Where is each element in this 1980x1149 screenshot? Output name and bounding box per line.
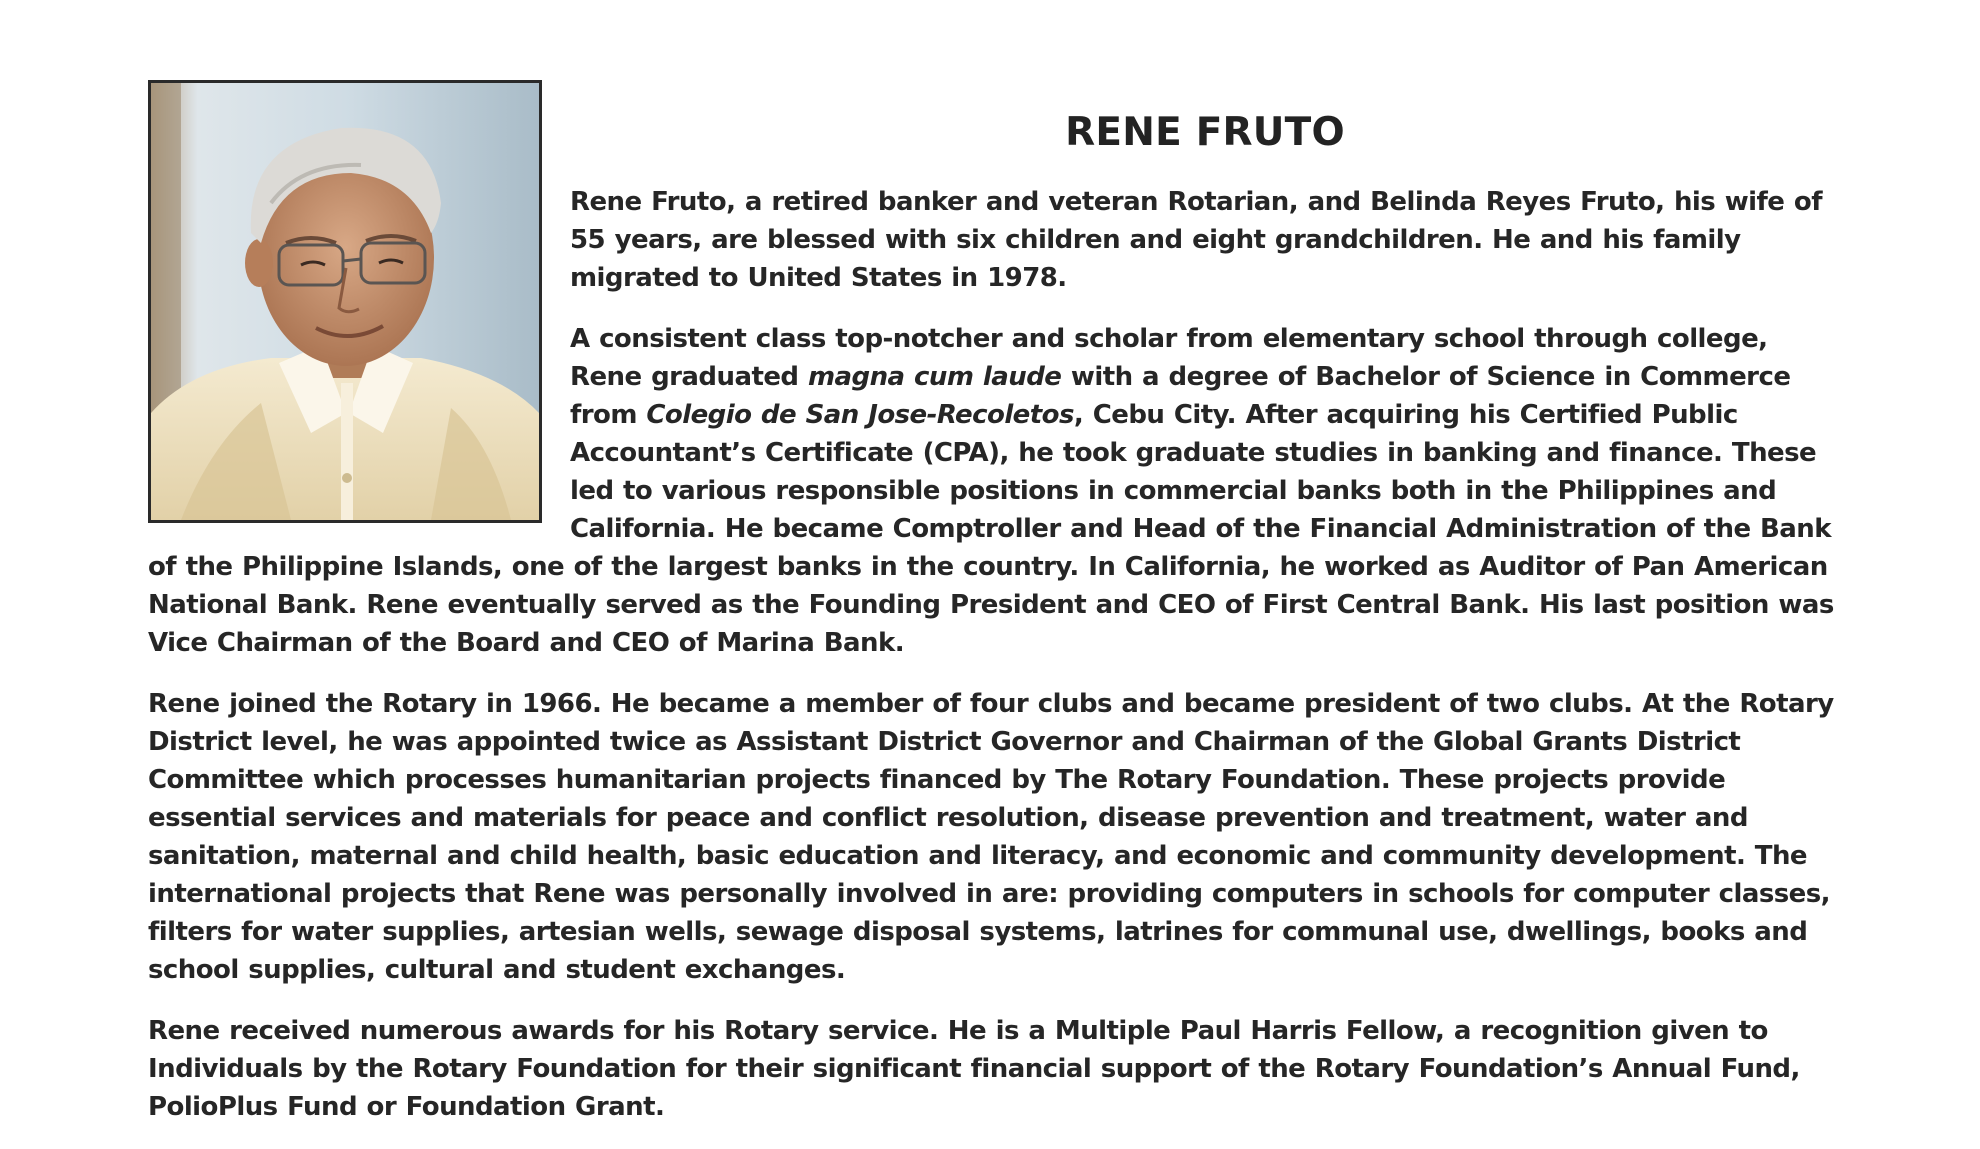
career-honors: magna cum laude: [807, 361, 1062, 392]
career-text-e: , Cebu City. After acquiring his Certified Public Accountant’s Certificate (CPA), he took graduate studies in banking and finance. These led to various responsible positions in commercial banks both in the Philippines and California. He became Comptroller and Head of the Financial Administration of the Bank of the Philippine Islands, one of the largest banks in the country. In California, he worked as Auditor of Pan American National Bank. Rene eventually served as the Founding President and CEO of First Central Bank. His last position was Vice Chairman of the Board and CEO of Marina Bank.: [148, 399, 1834, 658]
career-text-a: A consistent class top-notcher and scholar from elementary school through college, Rene graduated: [570, 323, 1768, 392]
career-text-c: with a degree of Bachelor of Science in Commerce from: [570, 361, 1791, 430]
paragraph-family: Rene Fruto, a retired banker and veteran Rotarian, and Belinda Reyes Fruto, his wife of 55 years, are blessed with six children and eight grandchildren. He and his family migrated to United States in 1978.: [570, 186, 1822, 293]
portrait-photo: [148, 80, 542, 523]
page-title: RENE FRUTO: [1065, 110, 1345, 155]
biography-document: [148, 80, 1840, 1149]
paragraph-awards: Rene received numerous awards for his Rotary service. He is a Multiple Paul Harris Fellow, a recognition given to Individuals by the Rotary Foundation for their significant financial support of the Rotary Foundation’s Annual Fund, PolioPlus Fund or Foundation Grant.: [148, 1015, 1800, 1122]
paragraph-rotary: Rene joined the Rotary in 1966. He became a member of four clubs and became president of two clubs. At the Rotary District level, he was appointed twice as Assistant District Governor and Chairman of the Global Grants District Committee which processes humanitarian projects financed by The Rotary Foundation. These projects provide essential services and materials for peace and conflict resolution, disease prevention and treatment, water and sanitation, maternal and child health, basic education and literacy, and economic and community development. The international projects that Rene was personally involved in are: providing computers in schools for computer classes, filters for water supplies, artesian wells, sewage disposal systems, latrines for communal use, dwellings, books and school supplies, cultural and student exchanges.: [148, 688, 1834, 985]
career-college: Colegio de San Jose-Recoletos: [646, 399, 1074, 430]
